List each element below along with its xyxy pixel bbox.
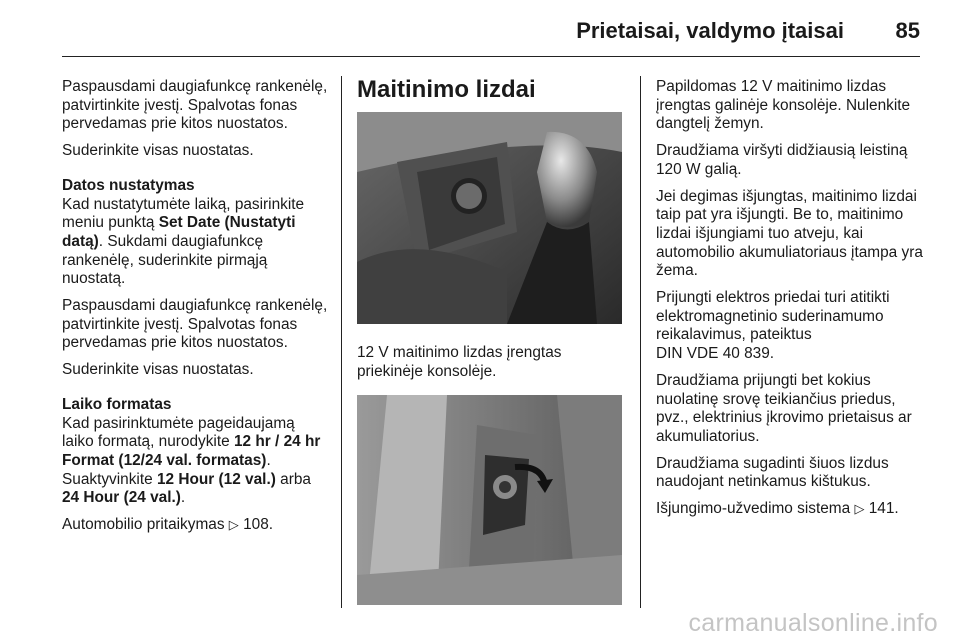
subheading-time: Laiko formatas xyxy=(62,395,172,413)
column-divider xyxy=(640,76,641,608)
front-console-socket-image xyxy=(357,112,622,324)
paragraph: Jei degimas išjungtas, maitinimo lizdai taip pat yra išjungti. Be to, maitinimo lizdai išjungiami tuo atveju, kai automobilio akumuliatoriaus įtampa yra žema. xyxy=(656,187,923,280)
page-header xyxy=(62,0,920,57)
paragraph: Kad pasirinktumėte pageidaujamą laiko formatą, nurodykite 12 hr / 24 hr Format (12/24 val. formatas). Suaktyvinkite 12 Hour (12 val.) arba 24 Hour (24 val.). xyxy=(62,414,321,507)
section-heading: Maitinimo lizdai xyxy=(357,76,536,103)
page-number: 85 xyxy=(895,18,920,43)
header-title: Prietaisai, valdymo įtaisai xyxy=(576,18,844,43)
image-caption: 12 V maitinimo lizdas įrengtas priekinėje konsolėje. xyxy=(357,344,562,380)
paragraph-reference: Automobilio pritaikymas ▷ 108. xyxy=(62,516,274,534)
paragraph: Paspausdami daugiafunkcę rankenėlę, patvirtinkite įvestį. Spalvotas fonas pervedamas prie kitos nuostatos. xyxy=(62,297,328,352)
paragraph: Draudžiama sugadinti šiuos lizdus naudojant netinkamus kištukus. xyxy=(656,454,889,491)
rear-console-socket-image xyxy=(357,395,622,605)
column-divider xyxy=(341,76,342,608)
paragraph: Draudžiama viršyti didžiausią leistiną 120 W galią. xyxy=(656,142,908,178)
watermark: carmanualsonline.info xyxy=(688,609,938,637)
page-reference-link[interactable]: 108. xyxy=(243,516,274,534)
paragraph: Draudžiama prijungti bet kokius nuolatinę srovę teikiančius priedus, pvz., elektrinius įkrovimo prietaisus ar akumuliatorius. xyxy=(656,371,912,445)
paragraph-reference: Išjungimo-užvedimo sistema ▷ 141. xyxy=(656,500,899,518)
paragraph: Paspausdami daugiafunkcę rankenėlę, patvirtinkite įvestį. Spalvotas fonas pervedamas prie kitos nuostatos. xyxy=(62,78,328,133)
paragraph: Suderinkite visas nuostatas. xyxy=(62,142,254,160)
column-middle xyxy=(357,76,625,605)
subheading-date: Datos nustatymas xyxy=(62,176,195,194)
reference-arrow-icon: ▷ xyxy=(854,502,865,518)
paragraph: Papildomas 12 V maitinimo lizdas įrengtas galinėje konsolėje. Nulenkite dangtelį žemyn. xyxy=(656,78,911,133)
paragraph: Kad nustatytumėte laiką, pasirinkite meniu punktą Set Date (Nustatyti datą). Sukdami daugiafunkcę rankenėlę, suderinkite pirmąją nuostatą. xyxy=(62,195,305,288)
reference-arrow-icon: ▷ xyxy=(228,518,239,534)
page-reference-link[interactable]: 141. xyxy=(868,500,899,518)
column-right xyxy=(656,78,924,528)
paragraph: Suderinkite visas nuostatas. xyxy=(62,361,254,379)
paragraph: Prijungti elektros priedai turi atitikti elektromagnetinio suderinamumo reikalavimus, pateiktus DIN VDE 40 839. xyxy=(656,289,890,363)
column-left xyxy=(62,78,330,544)
